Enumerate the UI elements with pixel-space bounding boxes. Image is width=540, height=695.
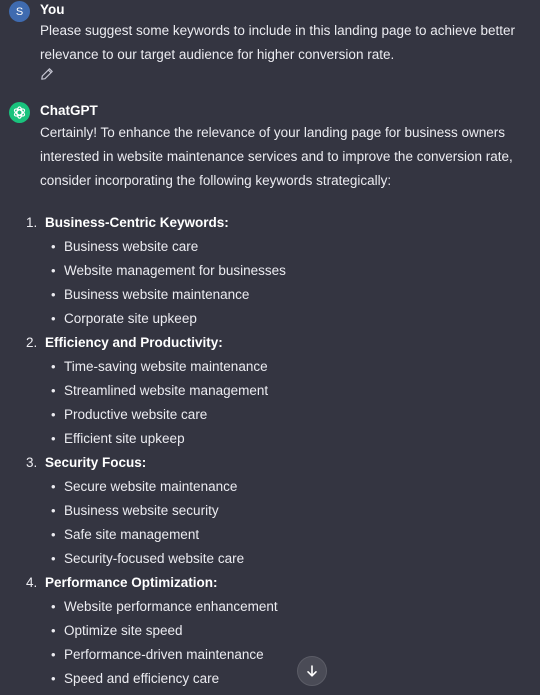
bullet-icon: •: [51, 479, 56, 494]
list-item: [0, 595, 540, 619]
list-item: [0, 619, 540, 643]
list-item: [0, 499, 540, 523]
bullet-icon: •: [51, 647, 56, 662]
bullet-icon: •: [51, 599, 56, 614]
openai-logo-icon: [9, 102, 30, 123]
keyword-item: Secure website maintenance: [64, 479, 238, 494]
bullet-icon: •: [51, 383, 56, 398]
section-heading: Efficiency and Productivity:: [45, 335, 223, 350]
keyword-item: Efficient site upkeep: [64, 431, 185, 446]
bullet-icon: •: [51, 503, 56, 518]
keyword-item: Business website security: [64, 503, 219, 518]
section-number: 2.: [26, 335, 38, 350]
list-item: [0, 475, 540, 499]
bullet-icon: •: [51, 527, 56, 542]
list-item: [0, 259, 540, 283]
arrow-down-icon: [305, 664, 319, 678]
bullet-icon: •: [51, 623, 56, 638]
list-item: [0, 403, 540, 427]
keyword-item: Productive website care: [64, 407, 208, 422]
user-avatar: [9, 1, 30, 22]
section-heading-row: [0, 211, 540, 235]
bullet-icon: •: [51, 287, 56, 302]
user-author-name: You: [40, 2, 65, 17]
bullet-icon: •: [51, 263, 56, 278]
keyword-item: Website management for businesses: [64, 263, 286, 278]
bullet-icon: •: [51, 407, 56, 422]
keyword-item: Optimize site speed: [64, 623, 183, 638]
list-item: [0, 547, 540, 571]
user-message-text: Please suggest some keywords to include in this landing page to achieve better relevance to our target audience for higher conversion rate.: [40, 23, 516, 62]
list-item: [0, 643, 540, 667]
bullet-icon: •: [51, 551, 56, 566]
scroll-to-bottom-button[interactable]: [297, 656, 327, 686]
section-heading-row: [0, 331, 540, 355]
bullet-icon: •: [51, 311, 56, 326]
keyword-item: Performance-driven maintenance: [64, 647, 264, 662]
keyword-item: Corporate site upkeep: [64, 311, 197, 326]
section-number: 1.: [26, 215, 38, 230]
keyword-item: Business website care: [64, 239, 199, 254]
keyword-item: Safe site management: [64, 527, 200, 542]
keyword-item: Website performance enhancement: [64, 599, 278, 614]
assistant-author-name: ChatGPT: [40, 103, 98, 118]
section-heading-row: [0, 571, 540, 595]
bullet-icon: •: [51, 239, 56, 254]
keyword-item: Speed and efficiency care: [64, 671, 220, 686]
list-item: [0, 355, 540, 379]
section-number: 4.: [26, 575, 38, 590]
pencil-icon[interactable]: [40, 67, 54, 81]
list-item: [0, 523, 540, 547]
section-number: 3.: [26, 455, 38, 470]
keyword-item: Security-focused website care: [64, 551, 245, 566]
section-heading: Performance Optimization:: [45, 575, 218, 590]
list-item: [0, 379, 540, 403]
list-item: [0, 427, 540, 451]
keyword-item: Streamlined website management: [64, 383, 269, 398]
section-heading: Security Focus:: [45, 455, 147, 470]
section-heading: Business-Centric Keywords:: [45, 215, 229, 230]
bullet-icon: •: [51, 359, 56, 374]
keyword-item: Business website maintenance: [64, 287, 250, 302]
list-item: [0, 235, 540, 259]
bullet-icon: •: [51, 671, 56, 686]
section-heading-row: [0, 451, 540, 475]
list-item: [0, 283, 540, 307]
list-item: [0, 307, 540, 331]
bullet-icon: •: [51, 431, 56, 446]
keyword-item: Time-saving website maintenance: [64, 359, 268, 374]
user-avatar-letter: S: [15, 5, 24, 18]
list-item: [0, 667, 540, 691]
assistant-intro-text: Certainly! To enhance the relevance of your landing page for business owners interested in website maintenance services and to improve the conversion rate, consider incorporating the following keywords strategically:: [40, 125, 513, 188]
